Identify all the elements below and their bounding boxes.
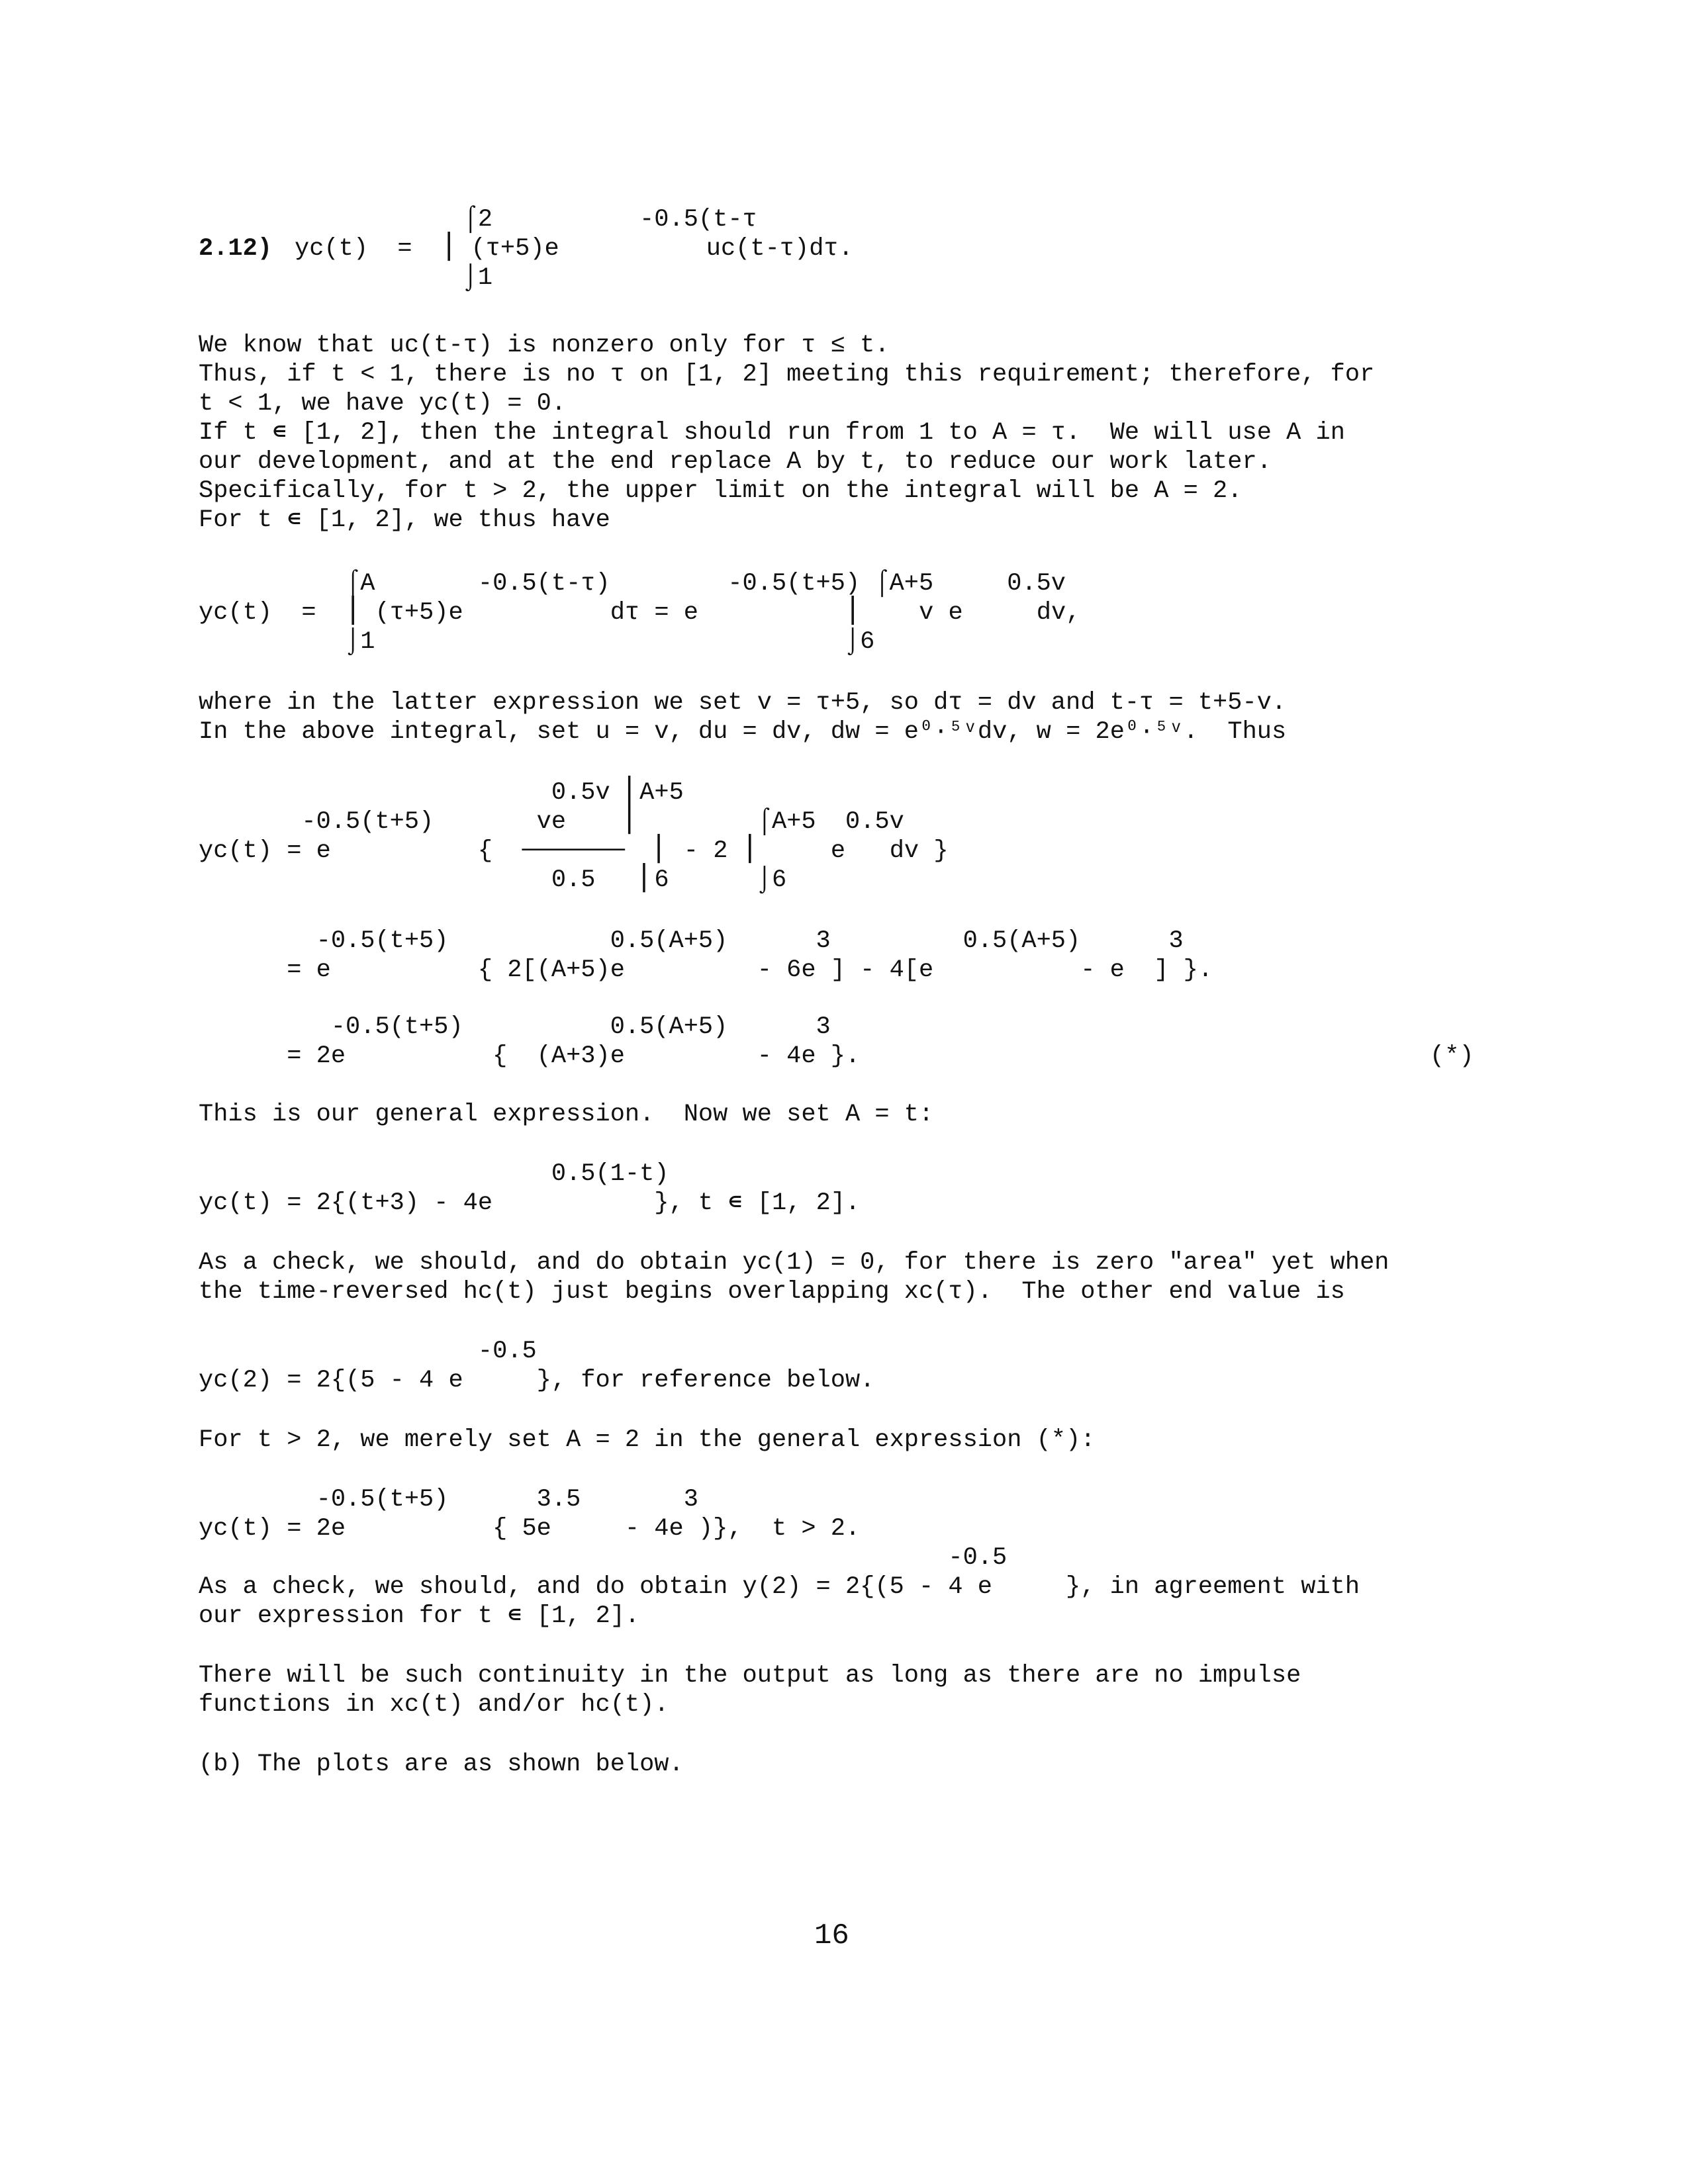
- para1-line: Specifically, for t > 2, the upper limit on the integral will be A = 2.: [199, 477, 1243, 505]
- para6-line: -0.5: [199, 1544, 1008, 1572]
- eq2-line: -0.5(t+5) ve ⎢ ⌠A+5 0.5v: [199, 808, 904, 836]
- problem-integral-bottom: ⌡1: [199, 264, 493, 292]
- eq5-line: yc(t) = 2{(t+3) - 4e }, t ∊ [1, 2].: [199, 1189, 861, 1217]
- eq3-line: -0.5(t+5) 0.5(A+5) 3 0.5(A+5) 3: [199, 927, 1184, 955]
- para5: For t > 2, we merely set A = 2 in the general expression (*):: [199, 1426, 1096, 1454]
- eq5-line: 0.5(1-t): [199, 1160, 669, 1188]
- eq6-line: yc(2) = 2{(5 - 4 e }, for reference below.: [199, 1367, 875, 1394]
- eq7-line: -0.5(t+5) 3.5 3: [199, 1486, 698, 1514]
- para3: This is our general expression. Now we set A = t:: [199, 1101, 934, 1128]
- eq1-line: ⌡1 ⌡6: [199, 628, 875, 656]
- eq1-line: ⌠A -0.5(t-τ) -0.5(t+5) ⌠A+5 0.5v: [199, 570, 1066, 598]
- para2-line: In the above integral, set u = v, du = dv, dw = e⁰·⁵ᵛdv, w = 2e⁰·⁵ᵛ. Thus: [199, 718, 1287, 746]
- para1-line: We know that uc(t-τ) is nonzero only for τ ≤ t.: [199, 332, 890, 359]
- problem-integral-mid: yc(t) = ⎮ (τ+5)e uc(t-τ)dτ.: [295, 235, 853, 263]
- para7-line: functions in xc(t) and/or hc(t).: [199, 1691, 669, 1719]
- eq6-line: -0.5: [199, 1338, 537, 1365]
- para1-line: Thus, if t < 1, there is no τ on [1, 2] meeting this requirement; therefore, for: [199, 361, 1375, 388]
- para2-line: where in the latter expression we set v = τ+5, so dτ = dv and t-τ = t+5-v.: [199, 689, 1287, 717]
- problem-number: 2.12): [199, 235, 273, 263]
- eq1-line: yc(t) = ⎮ (τ+5)e dτ = e ⎮ v e dv,: [199, 599, 1081, 627]
- eq3-line: = e { 2[(A+5)e - 6e ] - 4[e - e ] }.: [199, 956, 1213, 984]
- para4-line: As a check, we should, and do obtain yc(1) = 0, for there is zero "area" yet when: [199, 1249, 1389, 1277]
- para1-line: t < 1, we have yc(t) = 0.: [199, 390, 567, 418]
- eq4-line: -0.5(t+5) 0.5(A+5) 3: [199, 1013, 831, 1041]
- para1-line: If t ∊ [1, 2], then the integral should run from 1 to A = τ. We will use A in: [199, 419, 1345, 447]
- para7-line: There will be such continuity in the output as long as there are no impulse: [199, 1662, 1301, 1690]
- para6-line: our expression for t ∊ [1, 2].: [199, 1602, 640, 1630]
- eq2-line: yc(t) = e { ─────── ⎢ - 2 ⎮ e dv }: [199, 837, 949, 865]
- equation-tag: (*): [1430, 1042, 1474, 1070]
- para6-line: As a check, we should, and do obtain y(2) = 2{(5 - 4 e }, in agreement with: [199, 1573, 1360, 1601]
- eq7-line: yc(t) = 2e { 5e - 4e )}, t > 2.: [199, 1515, 861, 1543]
- eq2-line: 0.5v ⎢A+5: [199, 779, 684, 807]
- para8: (b) The plots are as shown below.: [199, 1751, 684, 1778]
- para1-line: our development, and at the end replace A by t, to reduce our work later.: [199, 448, 1272, 476]
- problem-integral-top: ⌠2 -0.5(t-τ: [199, 206, 757, 234]
- eq2-line: 0.5 ⎢6 ⌡6: [199, 866, 787, 894]
- page-number: 16: [814, 1919, 849, 1952]
- para1-line: For t ∊ [1, 2], we thus have: [199, 506, 610, 534]
- eq4-line: = 2e { (A+3)e - 4e }.: [199, 1042, 861, 1070]
- para4-line: the time-reversed hc(t) just begins overlapping xc(τ). The other end value is: [199, 1278, 1345, 1306]
